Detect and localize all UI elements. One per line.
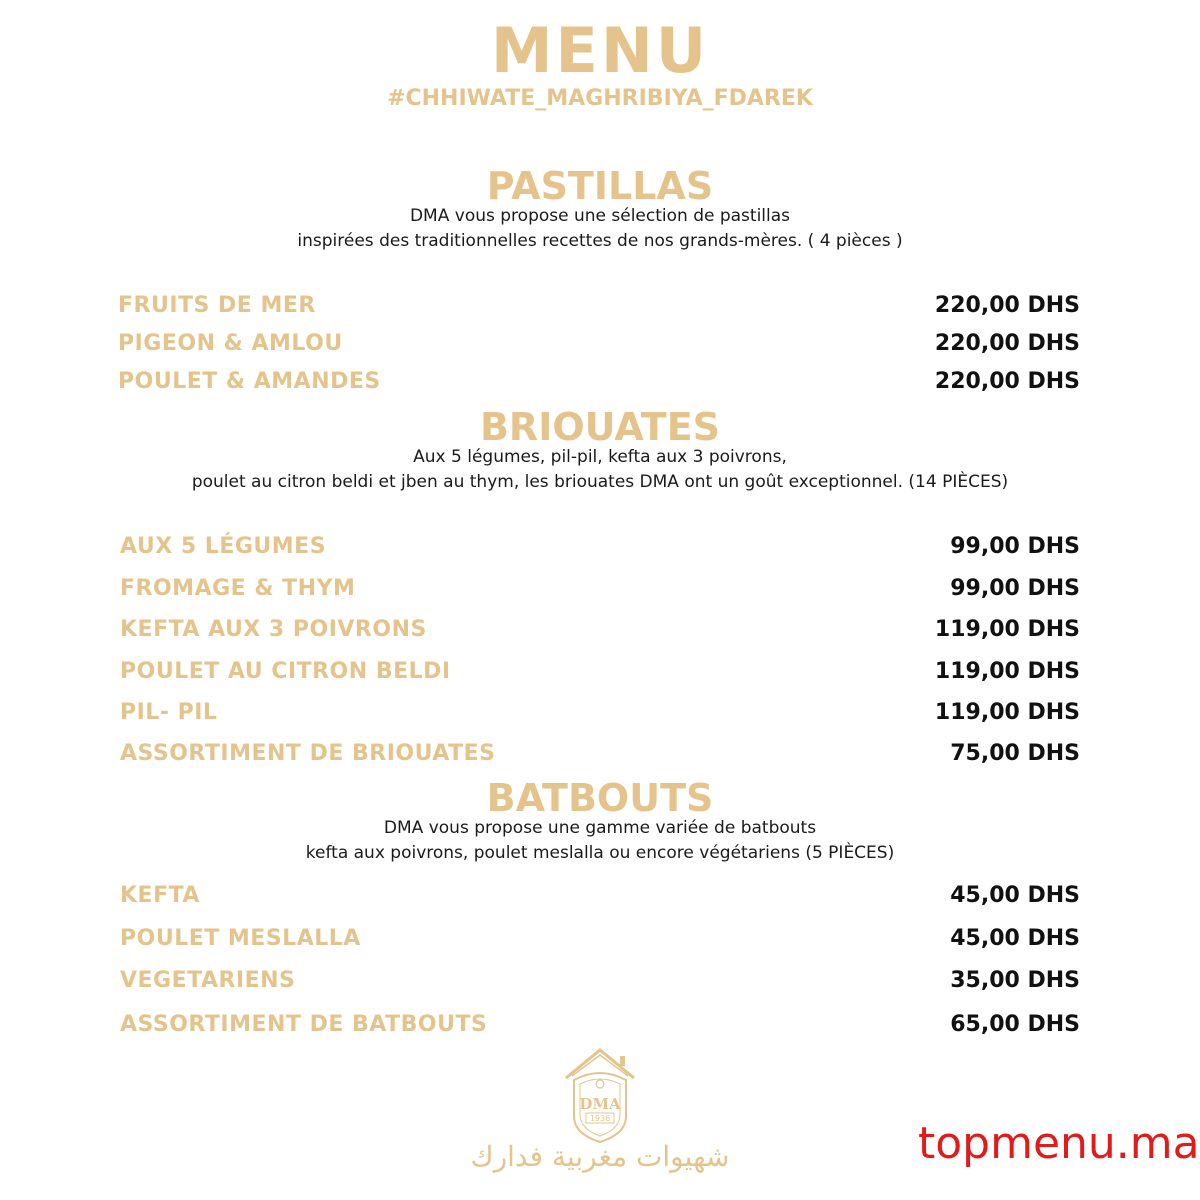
menu-item	[120, 612, 1080, 646]
item-name: KEFTA AUX 3 POIVRONS	[120, 616, 427, 642]
section-description-briouates	[0, 445, 1200, 495]
menu-item	[120, 529, 1080, 563]
logo-text: DMA	[579, 1095, 621, 1113]
menu-title: MENU	[490, 14, 710, 87]
menu-item	[120, 878, 1080, 912]
item-name: POULET AU CITRON BELDI	[120, 658, 451, 684]
item-price: 220,00 DHS	[934, 292, 1080, 318]
description-line: Aux 5 légumes, pil-pil, kefta aux 3 poivrons,	[413, 447, 787, 467]
menu-item	[120, 654, 1080, 688]
item-name: VEGETARIENS	[120, 967, 296, 993]
menu-item	[120, 963, 1080, 997]
menu-item	[118, 364, 1080, 398]
item-name: ASSORTIMENT DE BATBOUTS	[120, 1011, 488, 1037]
item-price: 45,00 DHS	[950, 882, 1080, 908]
item-price: 75,00 DHS	[950, 740, 1080, 766]
item-name: KEFTA	[120, 882, 200, 908]
description-line: poulet au citron beldi et jben au thym, les briouates DMA ont un goût exceptionnel. (14 PIÈCES)	[191, 472, 1009, 492]
section-title-pastillas: PASTILLAS	[486, 164, 714, 208]
section-description-batbouts	[0, 816, 1200, 866]
item-price: 35,00 DHS	[950, 967, 1080, 993]
description-line: DMA vous propose une gamme variée de batbouts	[383, 818, 817, 838]
item-name: POULET & AMANDES	[118, 368, 381, 394]
arabic-slogan: شهيوات مغربية فدارك	[470, 1140, 730, 1173]
menu-item	[120, 571, 1080, 605]
item-name: ASSORTIMENT DE BRIOUATES	[120, 740, 496, 766]
menu-item	[118, 326, 1080, 360]
item-name: POULET MESLALLA	[120, 925, 361, 951]
section-title-briouates: BRIOUATES	[479, 405, 721, 449]
menu-item	[120, 695, 1080, 729]
item-name: PIL- PIL	[120, 699, 218, 725]
section-title-batbouts: BATBOUTS	[486, 776, 714, 820]
item-price: 220,00 DHS	[934, 368, 1080, 394]
menu-item	[120, 736, 1080, 770]
item-price: 220,00 DHS	[934, 330, 1080, 356]
item-price: 65,00 DHS	[950, 1011, 1080, 1037]
item-price: 99,00 DHS	[950, 575, 1080, 601]
watermark-link[interactable]: topmenu.ma	[918, 1118, 1200, 1169]
item-name: AUX 5 LÉGUMES	[120, 533, 327, 559]
item-name: FROMAGE & THYM	[120, 575, 356, 601]
item-price: 99,00 DHS	[950, 533, 1080, 559]
item-price: 119,00 DHS	[934, 699, 1080, 725]
section-description-pastillas	[0, 204, 1200, 254]
description-line: kefta aux poivrons, poulet meslalla ou encore végétariens (5 PIÈCES)	[305, 843, 895, 863]
description-line: inspirées des traditionnelles recettes de nos grands-mères. ( 4 pièces )	[297, 231, 903, 251]
logo-year: 1936	[589, 1114, 611, 1123]
item-price: 119,00 DHS	[934, 658, 1080, 684]
description-line: DMA vous propose une sélection de pastillas	[409, 206, 791, 226]
menu-item	[120, 921, 1080, 955]
menu-item	[120, 1007, 1080, 1041]
menu-item	[118, 288, 1080, 322]
item-price: 45,00 DHS	[950, 925, 1080, 951]
item-name: FRUITS DE MER	[118, 292, 316, 318]
item-price: 119,00 DHS	[934, 616, 1080, 642]
dma-crest-logo-icon	[560, 1046, 640, 1146]
item-name: PIGEON & AMLOU	[118, 330, 343, 356]
menu-hashtag: #CHHIWATE_MAGHRIBIYA_FDAREK	[387, 86, 813, 111]
